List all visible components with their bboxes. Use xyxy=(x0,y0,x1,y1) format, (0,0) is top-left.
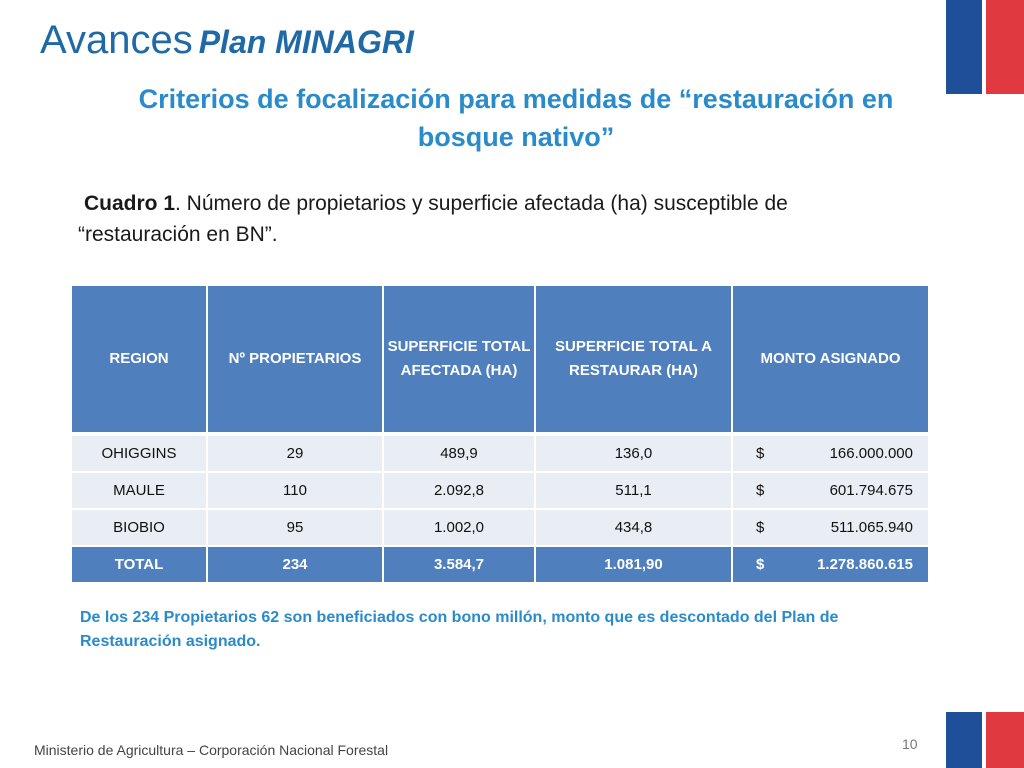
table-header-row xyxy=(72,286,928,434)
header-region: REGION xyxy=(72,286,207,434)
table-row xyxy=(72,472,928,509)
flag-red-stripe xyxy=(986,712,1024,768)
cell-afectada: 489,9 xyxy=(383,434,535,472)
header-superficie-restaurar: SUPERFICIE TOTAL A RESTAURAR (HA) xyxy=(535,286,732,434)
title-italic: Plan MINAGRI xyxy=(198,24,414,60)
flag-decoration-bottom xyxy=(946,712,1024,768)
table-row xyxy=(72,434,928,472)
caption-label: Cuadro 1 xyxy=(84,192,176,215)
page-number: 10 xyxy=(902,736,918,752)
header-propietarios: Nº PROPIETARIOS xyxy=(207,286,383,434)
monto-value: 166.000.000 xyxy=(829,445,913,462)
total-propietarios: 234 xyxy=(207,546,383,583)
flag-decoration-top xyxy=(946,0,1024,94)
currency-symbol: $ xyxy=(756,482,765,499)
footer-text: Ministerio de Agricultura – Corporación Nacional Forestal xyxy=(34,742,389,758)
currency-symbol: $ xyxy=(756,445,765,462)
currency-symbol: $ xyxy=(756,519,765,536)
table-caption xyxy=(78,188,878,250)
total-restaurar: 1.081,90 xyxy=(535,546,732,583)
cell-monto xyxy=(732,434,928,472)
header-monto-asignado: MONTO ASIGNADO xyxy=(732,286,928,434)
cell-restaurar: 136,0 xyxy=(535,434,732,472)
total-region: TOTAL xyxy=(72,546,207,583)
monto-value: 1.278.860.615 xyxy=(817,556,913,573)
footnote: De los 234 Propietarios 62 son beneficiados con bono millón, monto que es descontado del Plan de Restauración asignado. xyxy=(80,609,839,650)
cell-propietarios: 95 xyxy=(207,509,383,546)
cell-restaurar: 434,8 xyxy=(535,509,732,546)
cell-propietarios: 110 xyxy=(207,472,383,509)
monto-value: 511.065.940 xyxy=(830,519,913,536)
cell-afectada: 2.092,8 xyxy=(383,472,535,509)
monto-value: 601.794.675 xyxy=(829,482,913,499)
flag-blue-stripe xyxy=(946,712,982,768)
cell-restaurar: 511,1 xyxy=(535,472,732,509)
title-main: Avances xyxy=(40,18,193,62)
slide-subtitle: Criterios de focalización para medidas de “restauración en bosque nativo” xyxy=(138,84,894,152)
header-superficie-afectada: SUPERFICIE TOTAL AFECTADA (HA) xyxy=(383,286,535,434)
currency-symbol: $ xyxy=(756,556,765,573)
cell-monto xyxy=(732,509,928,546)
cell-monto xyxy=(732,472,928,509)
data-table xyxy=(72,286,928,584)
cell-region: MAULE xyxy=(72,472,207,509)
total-afectada: 3.584,7 xyxy=(383,546,535,583)
cell-region: OHIGGINS xyxy=(72,434,207,472)
cell-propietarios: 29 xyxy=(207,434,383,472)
flag-red-stripe xyxy=(986,0,1024,94)
table-row xyxy=(72,509,928,546)
cell-region: BIOBIO xyxy=(72,509,207,546)
caption-text: . Número de propietarios y superficie afectada (ha) susceptible de “restauración en BN”. xyxy=(78,192,788,246)
table-total-row xyxy=(72,546,928,583)
total-monto xyxy=(732,546,928,583)
slide-title xyxy=(40,18,414,63)
cell-afectada: 1.002,0 xyxy=(383,509,535,546)
flag-blue-stripe xyxy=(946,0,982,94)
